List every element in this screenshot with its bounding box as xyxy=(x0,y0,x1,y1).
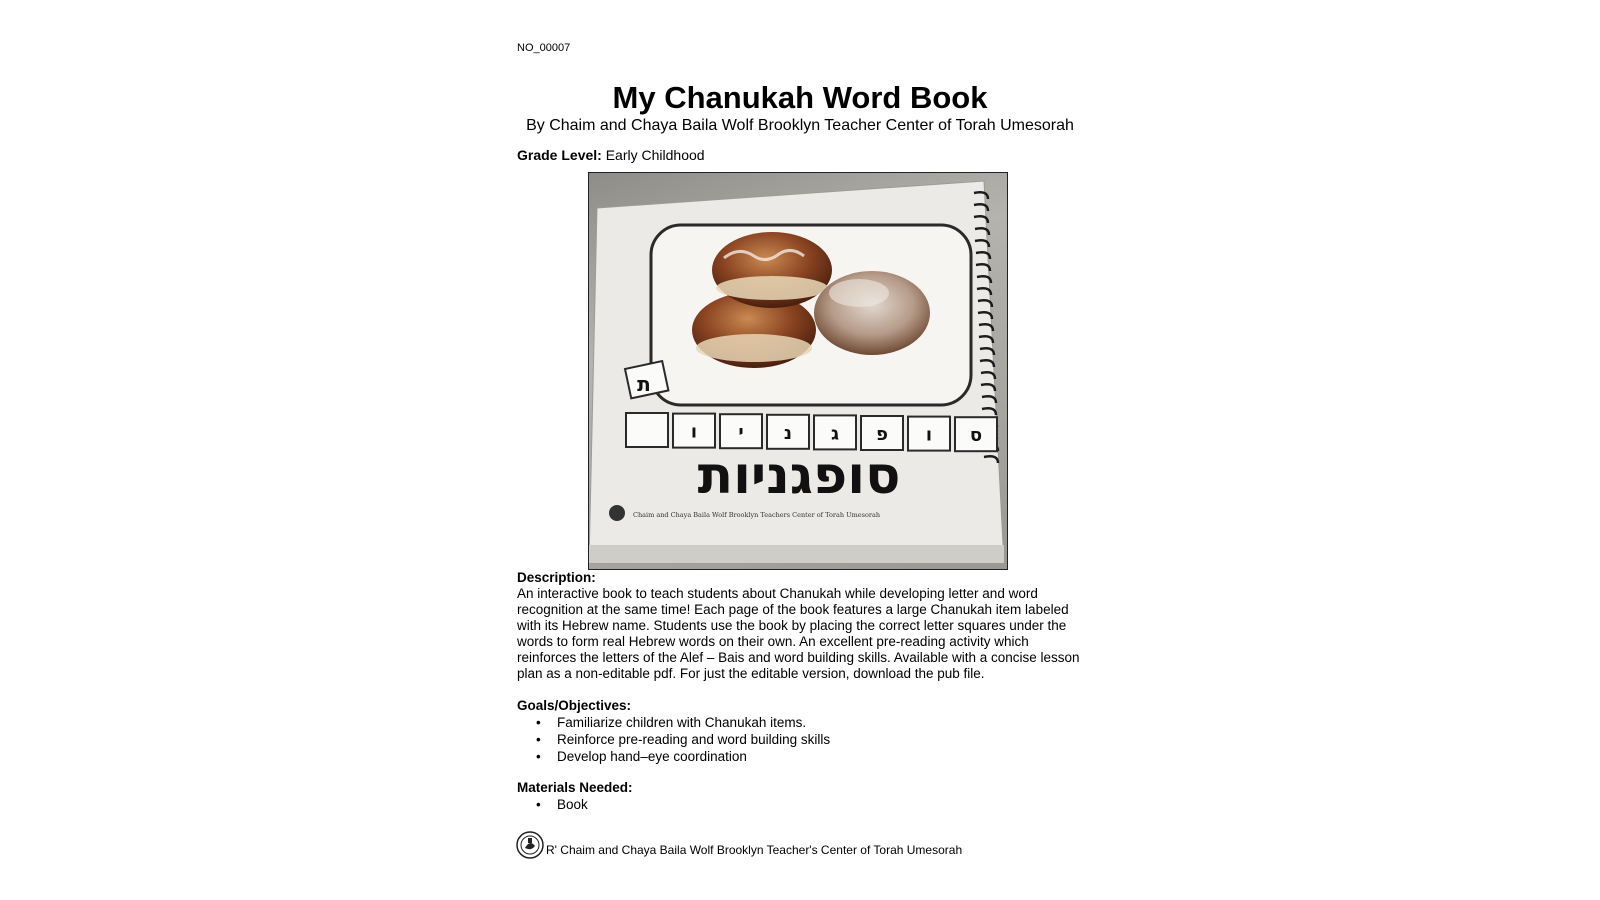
description-line: words to form real Hebrew words on their own. An excellent pre-reading activity which xyxy=(517,634,1029,649)
byline: By Chaim and Chaya Baila Wolf Brooklyn Teacher Center of Torah Umesorah xyxy=(526,117,1074,134)
book-imprint: Chaim and Chaya Baila Wolf Brooklyn Teachers Center of Torah Umesorah xyxy=(633,511,881,519)
footer-credit: R' Chaim and Chaya Baila Wolf Brooklyn Teacher's Center of Torah Umesorah xyxy=(546,843,963,857)
letter-tile xyxy=(720,414,762,448)
goals-list xyxy=(517,714,1097,765)
page-title: My Chanukah Word Book xyxy=(612,80,988,115)
letter-tile xyxy=(955,417,997,451)
description-label: Description: xyxy=(517,570,596,585)
loose-tile-letter: ת xyxy=(637,372,651,396)
letter-tile xyxy=(814,415,856,449)
letter-tile xyxy=(908,417,950,451)
grade-level xyxy=(517,147,705,163)
list-item: • Develop hand–eye coordination xyxy=(557,748,1097,765)
list-item: • Familiarize children with Chanukah items. xyxy=(557,714,1097,731)
list-item: • Reinforce pre-reading and word building skills xyxy=(557,731,1097,748)
list-item: • Book xyxy=(557,796,1097,813)
materials-list xyxy=(517,796,1097,813)
description-line: An interactive book to teach students about Chanukah while developing letter and word xyxy=(517,586,1038,601)
description-line: reinforces the letters of the Alef – Bais and word building skills. Available with a concise lesson xyxy=(517,650,1080,665)
imprint-logo-icon xyxy=(609,505,625,521)
goals-section xyxy=(517,698,1097,765)
materials-section xyxy=(517,780,1097,813)
description-line: plan as a non-editable pdf. For just the editable version, download the pub file. xyxy=(517,666,985,681)
letter-tile-letter: נ xyxy=(783,422,793,444)
description-line: recognition at the same time! Each page of the book features a large Chanukah item labeled xyxy=(517,602,1069,617)
description-line: with its Hebrew name. Students use the book by placing the correct letter squares under the xyxy=(517,618,1067,633)
goals-label: Goals/Objectives: xyxy=(517,698,632,713)
letter-tile-letter: ג xyxy=(830,423,840,445)
letter-tile xyxy=(673,414,715,448)
grade-level-value: Early Childhood xyxy=(605,147,705,163)
letter-tile-letter: ו xyxy=(690,421,698,443)
document-id: NO_00007 xyxy=(517,42,571,54)
torah-umesorah-logo-icon xyxy=(516,831,544,859)
letter-tile-letter: ס xyxy=(969,425,983,447)
grade-level-label: Grade Level: xyxy=(517,147,602,163)
letter-tile-letter: פ xyxy=(876,424,888,445)
letter-tile xyxy=(861,416,903,450)
letter-tile-letter: י xyxy=(738,422,744,444)
hebrew-word: סופגניות xyxy=(697,446,901,506)
book-photo xyxy=(588,172,1008,570)
book-photo-illustration xyxy=(589,173,1008,570)
description-section xyxy=(517,570,1097,682)
letter-tile-letter: ו xyxy=(925,424,933,446)
letter-tile xyxy=(626,413,668,447)
letter-tile xyxy=(767,415,809,449)
materials-label: Materials Needed: xyxy=(517,780,633,795)
footer xyxy=(516,831,962,859)
